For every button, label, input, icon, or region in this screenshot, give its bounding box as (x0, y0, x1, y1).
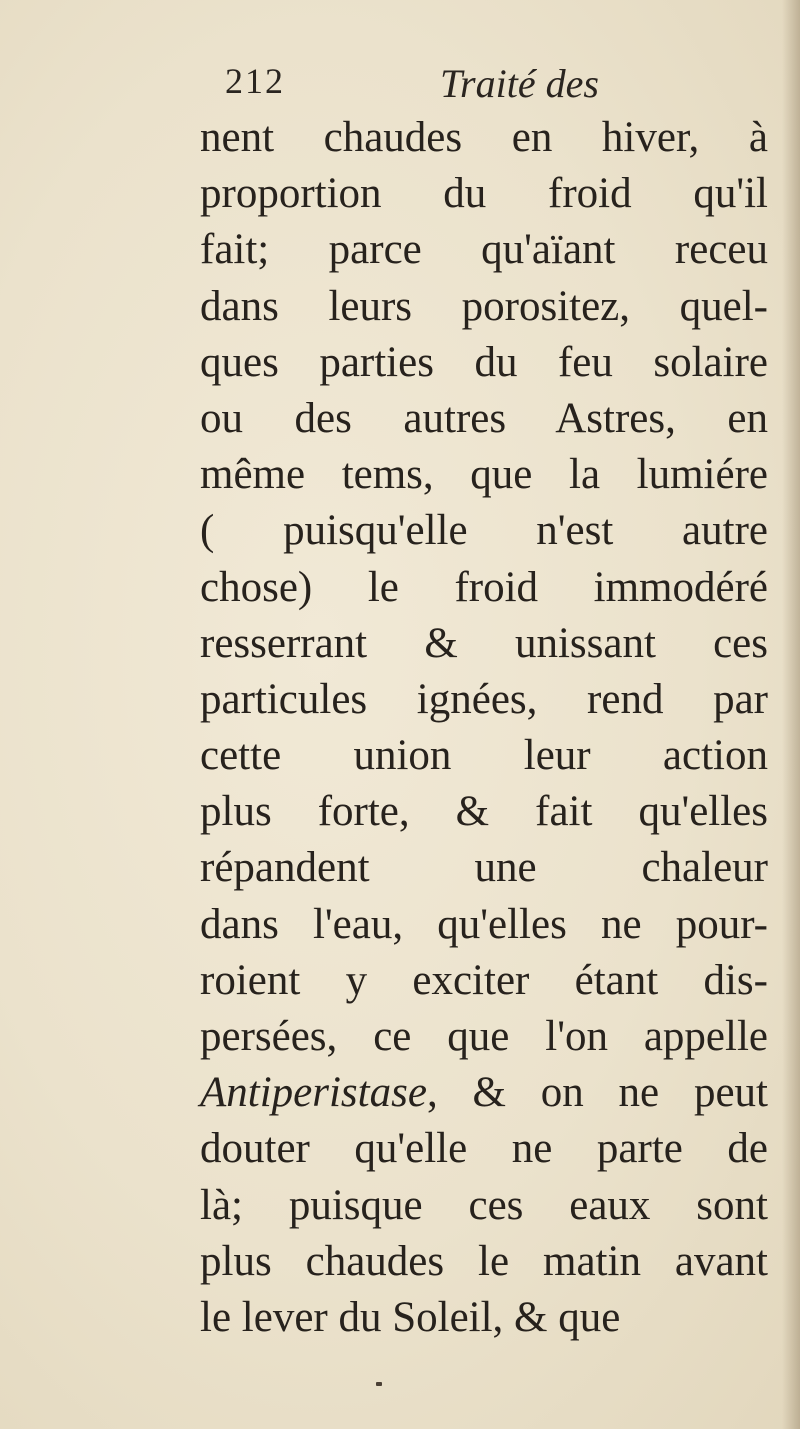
text-line: dans leurs porositez, quel- (200, 282, 768, 330)
text-line: ques parties du feu solaire (200, 338, 768, 386)
text-line-rest: , & on ne peut (426, 1069, 768, 1117)
text-line: répandent une chaleur (200, 844, 768, 892)
text-line: là; puisque ces eaux sont (200, 1181, 768, 1229)
page-number: 212 (225, 61, 285, 101)
text-line: même tems, que la lumiére (200, 451, 768, 499)
text-line: persées, ce que l'on appelle (200, 1013, 768, 1060)
text-line: ( puisqu'elle n'est autre (200, 507, 768, 555)
text-line: douter qu'elle ne parte de (200, 1125, 768, 1173)
italic-term: Antiperistase (200, 1069, 427, 1117)
text-line: cette union leur action (200, 732, 768, 780)
text-line: plus chaudes le matin avant (200, 1237, 768, 1285)
ink-speck (376, 1382, 382, 1386)
text-line: proportion du froid qu'il (200, 170, 768, 218)
running-head (225, 60, 765, 108)
text-line: le lever du Soleil, & que (200, 1293, 621, 1341)
text-line: roient y exciter étant dis- (200, 956, 768, 1004)
page-edge-shadow (782, 0, 800, 1429)
running-head-title: Traité des (440, 61, 599, 106)
text-line: plus forte, & fait qu'elles (200, 788, 768, 836)
text-line: chose) le froid immodéré (200, 563, 768, 611)
text-line: dans l'eau, qu'elles ne pour- (200, 900, 768, 948)
text-line-with-italic (200, 1065, 768, 1121)
text-line: nent chaudes en hiver, à (200, 114, 768, 161)
text-line: particules ignées, rend par (200, 675, 768, 723)
text-line: ou des autres Astres, en (200, 394, 768, 442)
text-line: fait; parce qu'aïant receu (200, 226, 768, 274)
body-text (200, 110, 768, 1346)
text-line: resserrant & unissant ces (200, 619, 768, 667)
